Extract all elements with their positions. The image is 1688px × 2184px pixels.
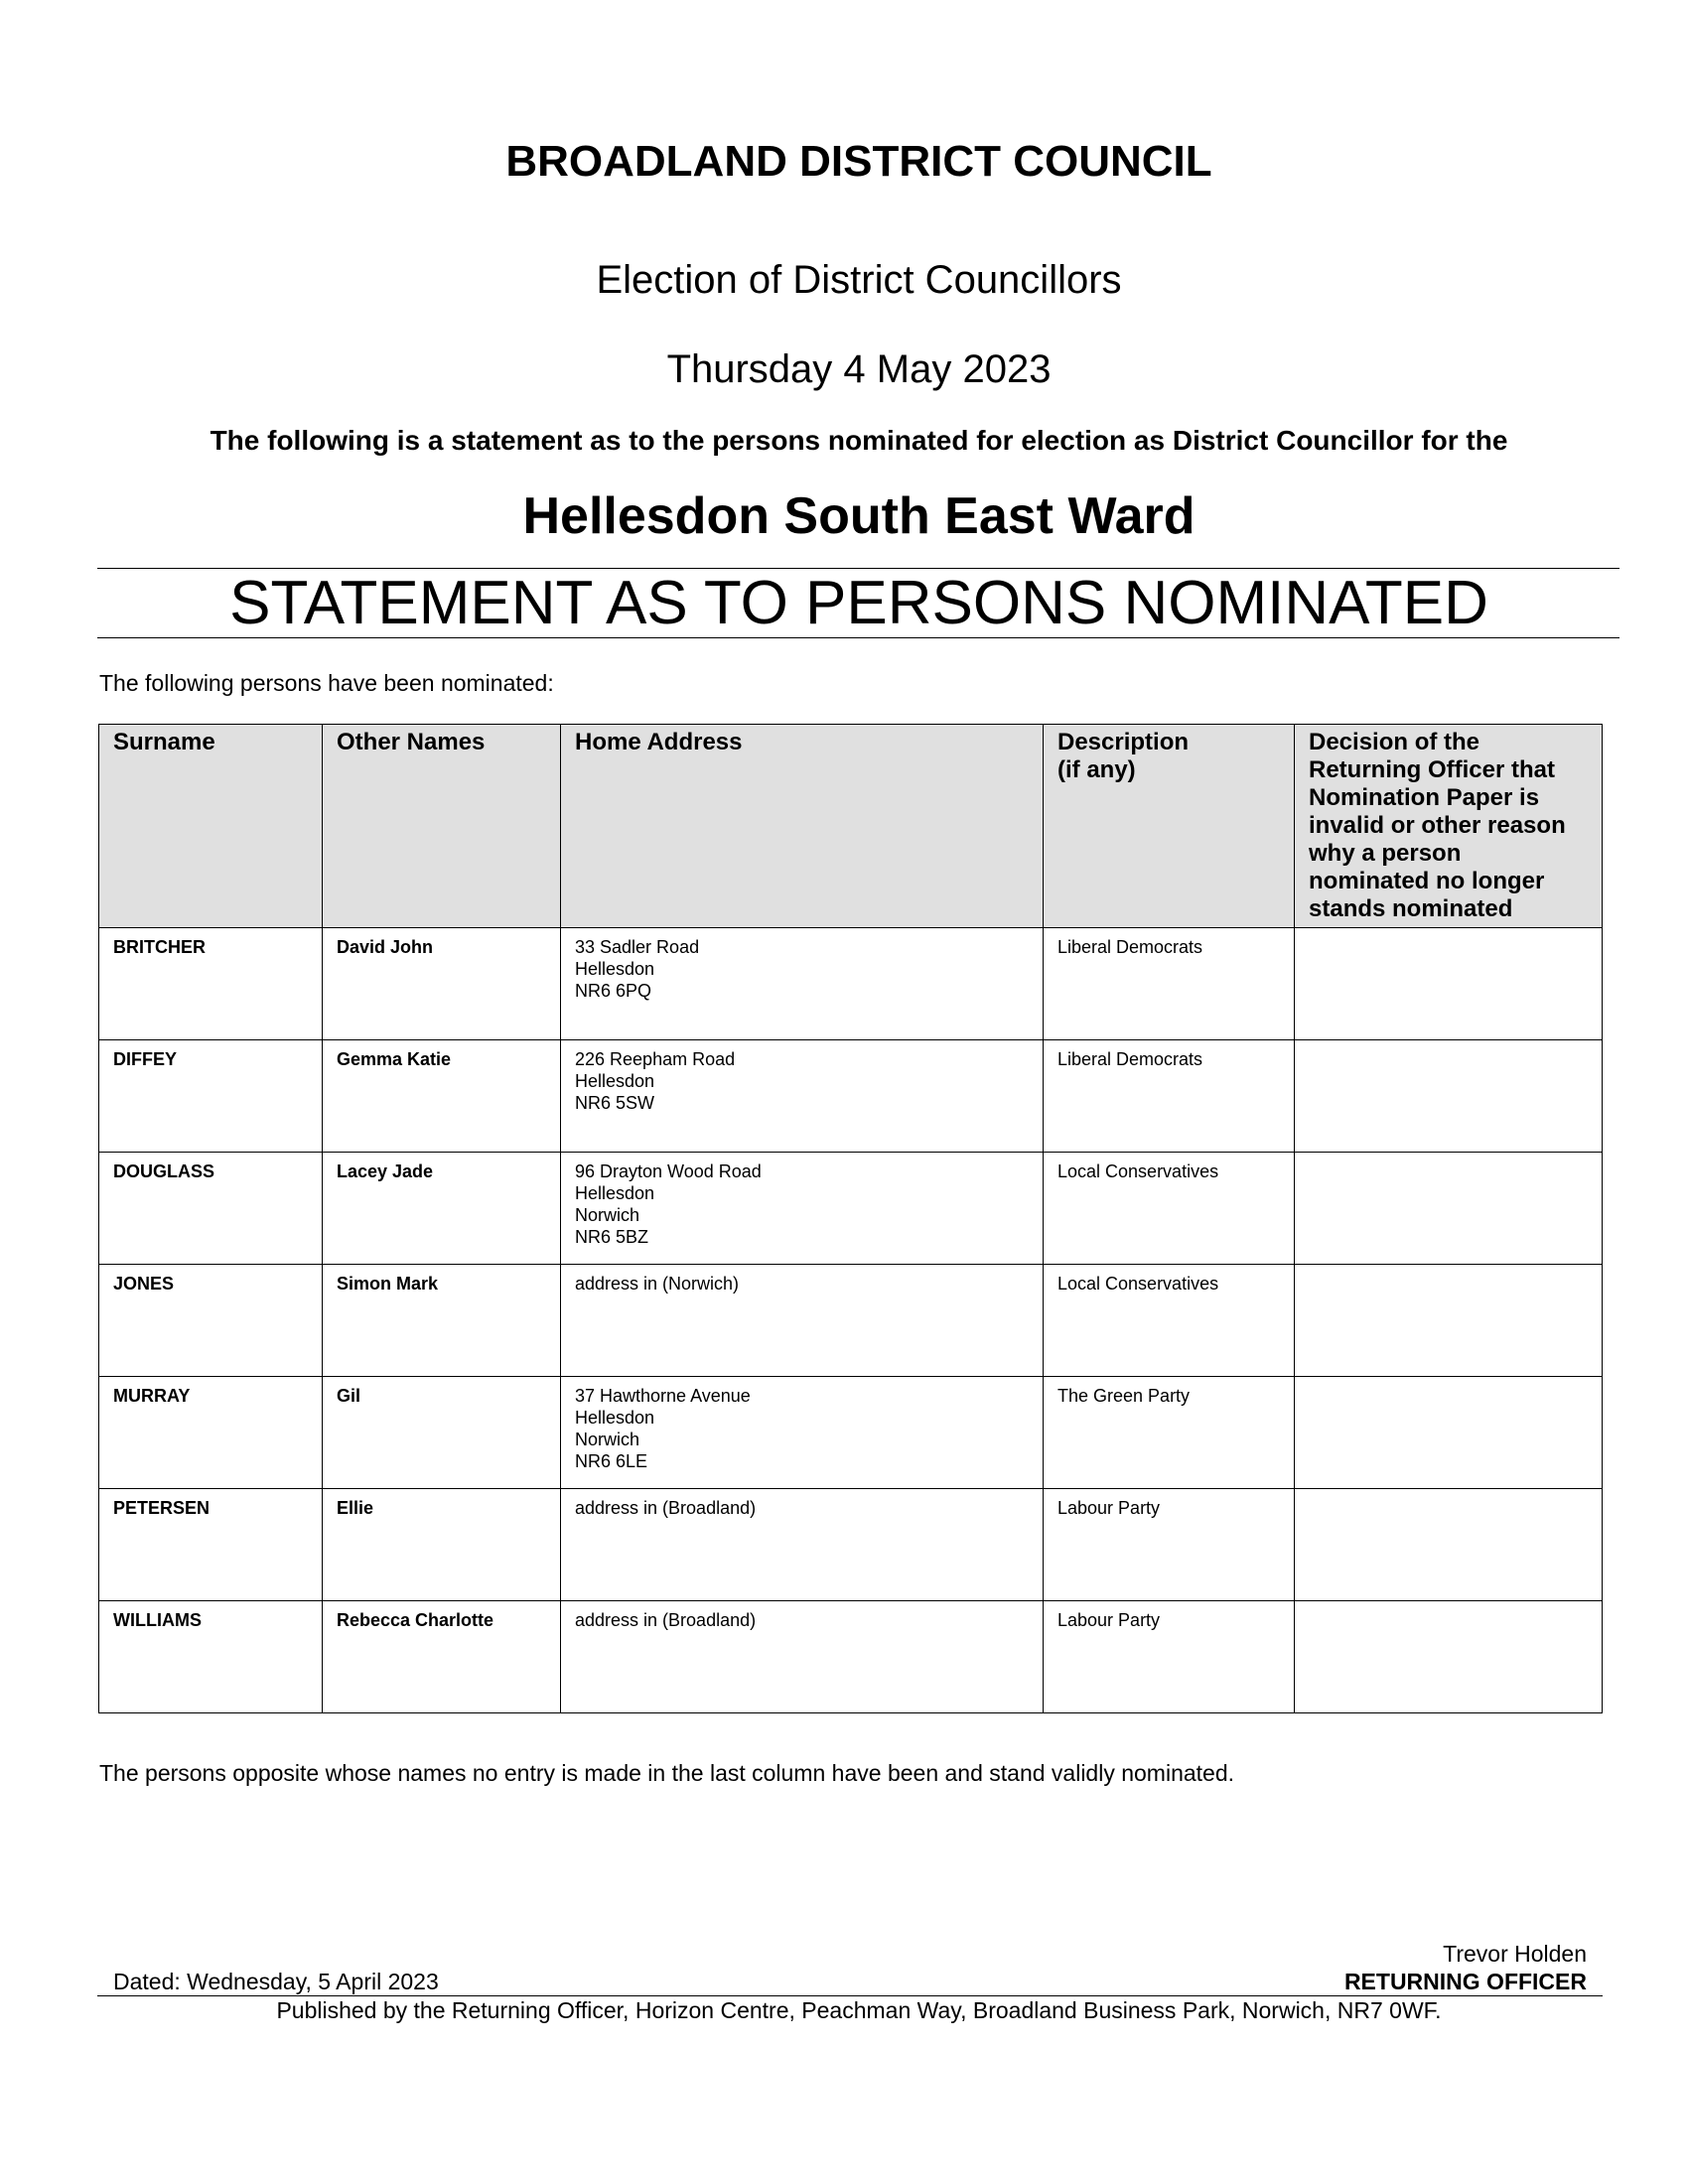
header-other-names: Other Names (323, 725, 561, 928)
signatory-name: Trevor Holden (1443, 1941, 1587, 1967)
address-line: 37 Hawthorne Avenue (575, 1386, 751, 1406)
cell-address (561, 1153, 1044, 1265)
address-line: NR6 5BZ (575, 1227, 649, 1247)
address-line: 33 Sadler Road (575, 937, 700, 957)
cell-address (561, 1265, 1044, 1377)
address-line: NR6 6LE (575, 1451, 648, 1471)
address-line: Norwich (575, 1430, 640, 1449)
cell-description: Labour Party (1044, 1489, 1295, 1601)
cell-address (561, 928, 1044, 1040)
table-row (99, 1489, 1603, 1601)
address-line: address in (Norwich) (575, 1274, 740, 1294)
table-row (99, 1377, 1603, 1489)
cell-other-names: Gemma Katie (323, 1040, 561, 1153)
election-date: Thursday 4 May 2023 (666, 347, 1052, 391)
cell-decision (1295, 1601, 1603, 1713)
table-row (99, 1265, 1603, 1377)
header-description-line-1: Description (1057, 729, 1190, 755)
address-line: address in (Broadland) (575, 1498, 757, 1518)
table-row (99, 1601, 1603, 1713)
election-title: Election of District Councillors (596, 258, 1122, 302)
table-row (99, 1040, 1603, 1153)
cell-surname: WILLIAMS (99, 1601, 323, 1713)
cell-decision (1295, 1153, 1603, 1265)
cell-surname: DOUGLASS (99, 1153, 323, 1265)
statement-heading: STATEMENT AS TO PERSONS NOMINATED (229, 569, 1488, 637)
header-surname: Surname (99, 725, 323, 928)
address-line: Hellesdon (575, 959, 655, 979)
lead-text: The following persons have been nominated: (99, 670, 554, 696)
table-row (99, 1153, 1603, 1265)
cell-other-names: Ellie (323, 1489, 561, 1601)
cell-address (561, 1377, 1044, 1489)
cell-address (561, 1601, 1044, 1713)
cell-other-names: Lacey Jade (323, 1153, 561, 1265)
table-header-row (99, 725, 1603, 928)
intro-line: The following is a statement as to the persons nominated for election as District Councillor for the (210, 425, 1508, 456)
cell-surname: DIFFEY (99, 1040, 323, 1153)
cell-surname: MURRAY (99, 1377, 323, 1489)
address-line: Hellesdon (575, 1183, 655, 1203)
signatory-title: RETURNING OFFICER (1343, 1969, 1587, 1994)
cell-address (561, 1489, 1044, 1601)
council-title: BROADLAND DISTRICT COUNCIL (505, 137, 1212, 186)
published-line: Published by the Returning Officer, Horizon Centre, Peachman Way, Broadland Business Park, Norwich, NR7 0WF. (276, 1997, 1442, 2023)
cell-description: Liberal Democrats (1044, 928, 1295, 1040)
cell-decision (1295, 1489, 1603, 1601)
cell-other-names: Gil (323, 1377, 561, 1489)
cell-other-names: Rebecca Charlotte (323, 1601, 561, 1713)
header-decision: Decision of the Returning Officer that Nomination Paper is invalid or other reason why a person nominated no longer stands nominated (1295, 725, 1603, 928)
address-line: Norwich (575, 1205, 640, 1225)
cell-decision (1295, 928, 1603, 1040)
address-line: 226 Reepham Road (575, 1049, 736, 1069)
cell-description: Liberal Democrats (1044, 1040, 1295, 1153)
header-description (1044, 725, 1295, 928)
ward-name: Hellesdon South East Ward (522, 487, 1196, 545)
heading-bottom-rule (97, 637, 1619, 638)
dated-line: Dated: Wednesday, 5 April 2023 (113, 1969, 439, 1994)
cell-decision (1295, 1265, 1603, 1377)
address-line: NR6 6PQ (575, 981, 652, 1001)
footer-rule (97, 1995, 1603, 1996)
cell-description: The Green Party (1044, 1377, 1295, 1489)
cell-description: Local Conservatives (1044, 1265, 1295, 1377)
cell-address (561, 1040, 1044, 1153)
cell-decision (1295, 1040, 1603, 1153)
address-line: address in (Broadland) (575, 1610, 757, 1630)
header-home-address: Home Address (561, 725, 1044, 928)
cell-description: Labour Party (1044, 1601, 1295, 1713)
address-line: Hellesdon (575, 1071, 655, 1091)
cell-other-names: Simon Mark (323, 1265, 561, 1377)
nominations-table (98, 724, 1603, 1713)
address-line: Hellesdon (575, 1408, 655, 1428)
address-line: 96 Drayton Wood Road (575, 1161, 762, 1181)
cell-other-names: David John (323, 928, 561, 1040)
cell-description: Local Conservatives (1044, 1153, 1295, 1265)
address-line: NR6 5SW (575, 1093, 655, 1113)
cell-surname: JONES (99, 1265, 323, 1377)
cell-surname: BRITCHER (99, 928, 323, 1040)
cell-decision (1295, 1377, 1603, 1489)
table-row (99, 928, 1603, 1040)
closing-text: The persons opposite whose names no entry is made in the last column have been and stand validly nominated. (99, 1760, 1235, 1786)
cell-surname: PETERSEN (99, 1489, 323, 1601)
header-description-line-2: (if any) (1057, 756, 1136, 783)
